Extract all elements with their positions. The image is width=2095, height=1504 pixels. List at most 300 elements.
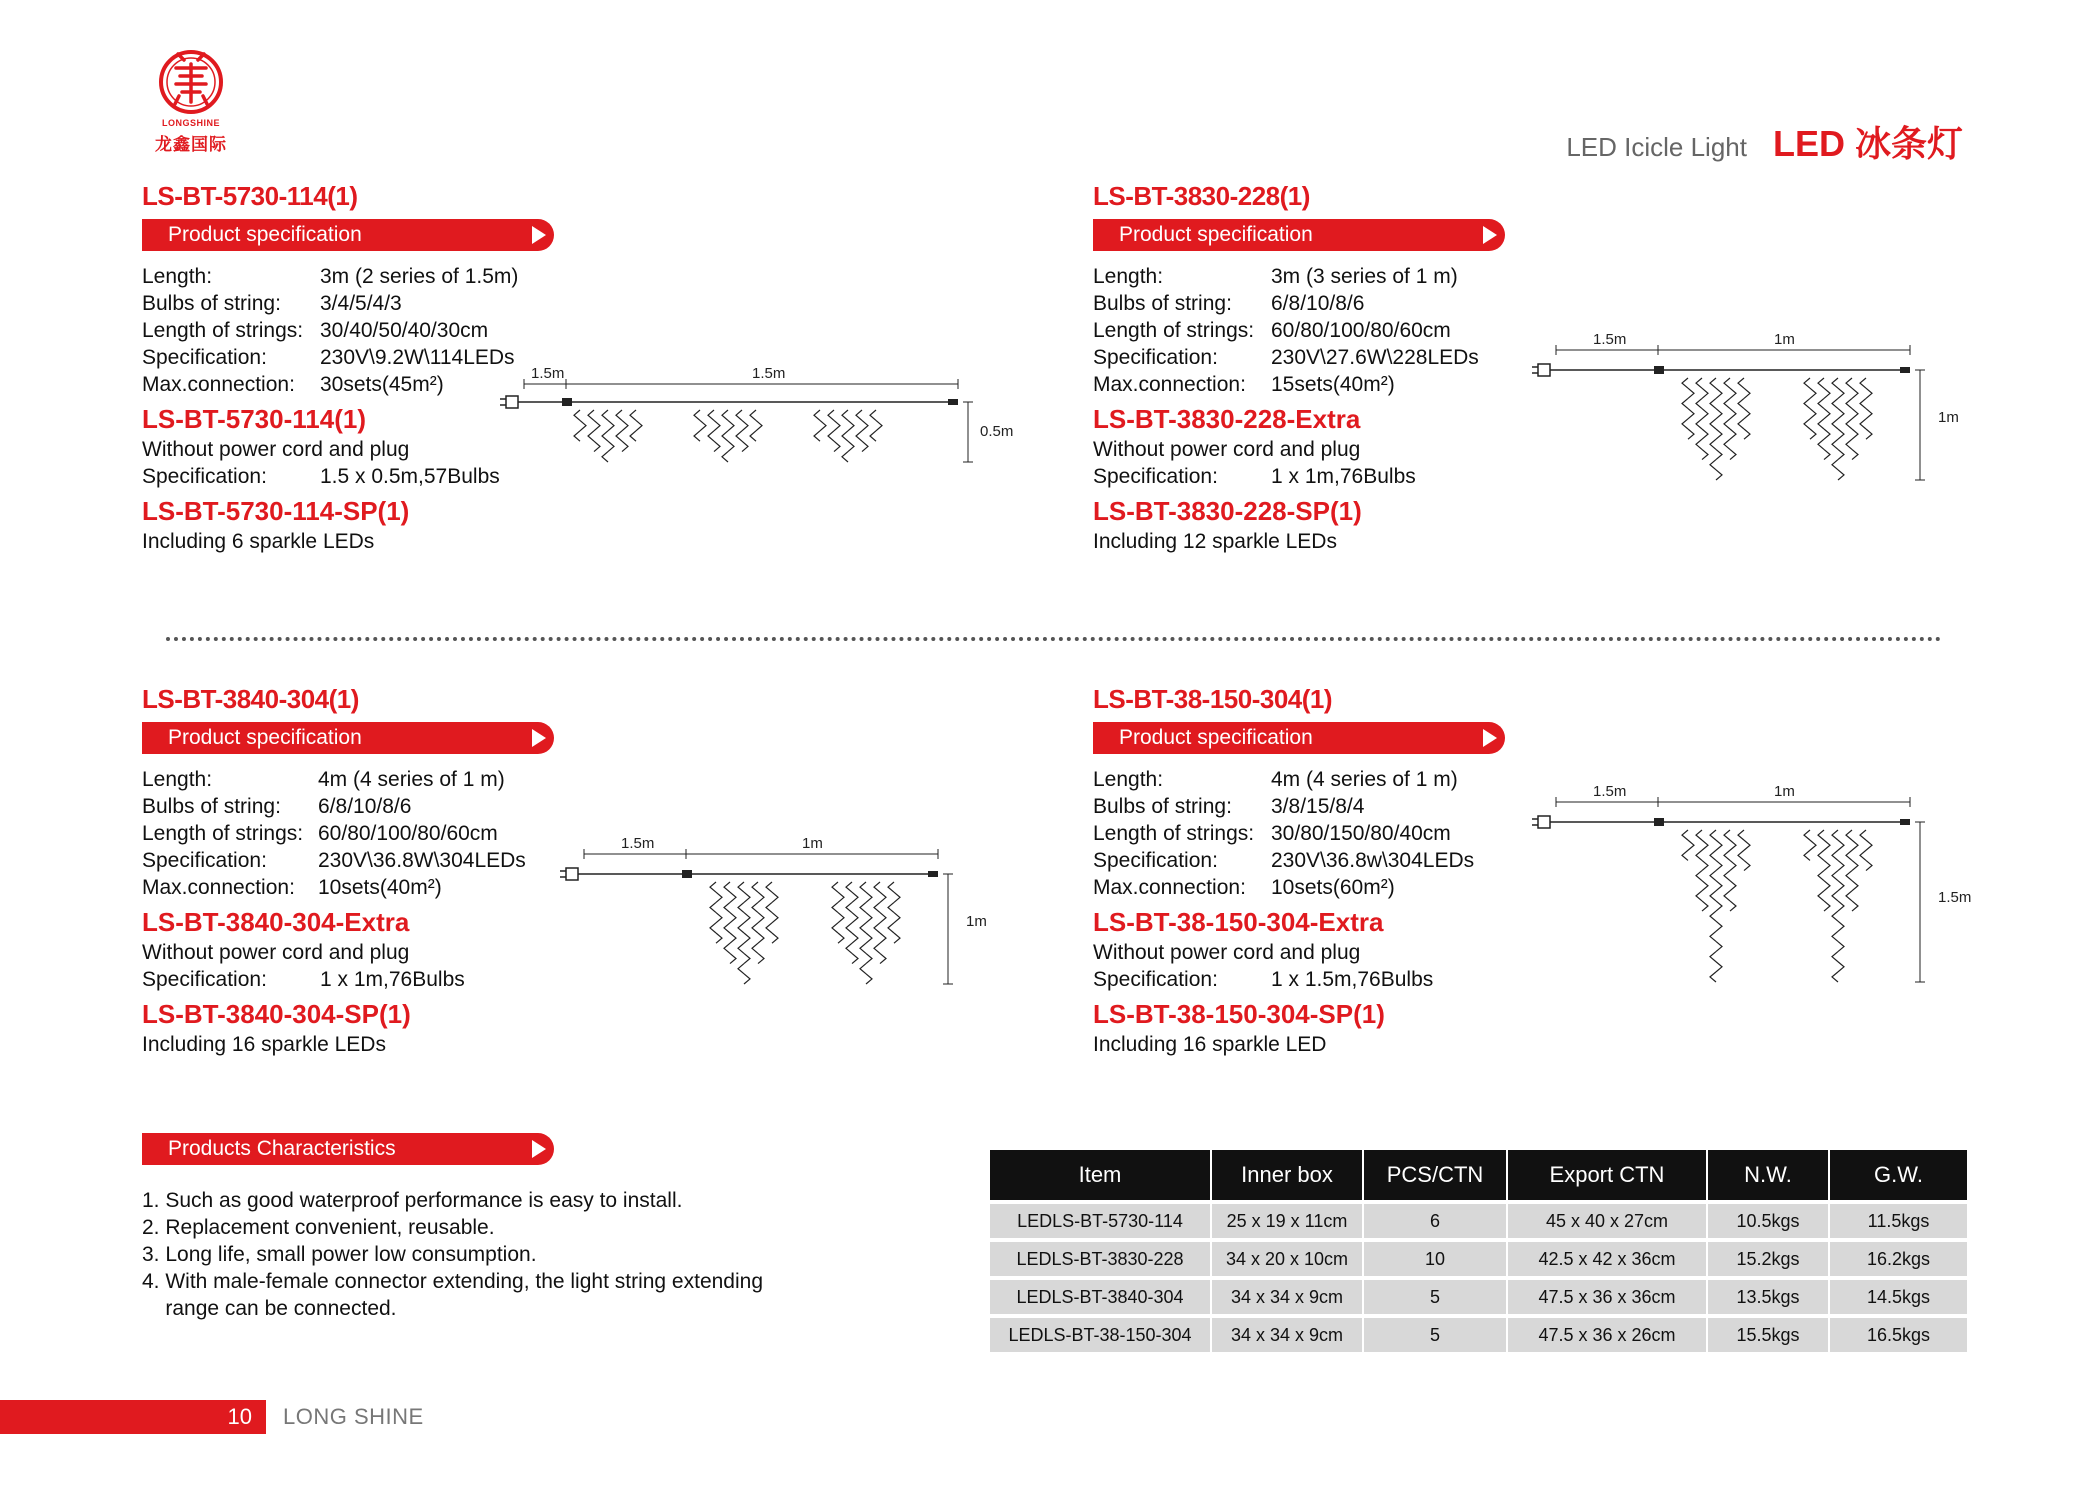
triangle-right-icon (1483, 729, 1497, 747)
extra-model-title: LS-BT-5730-114(1) (142, 404, 366, 434)
bulb-mark (852, 933, 858, 943)
bulb-mark (1702, 840, 1708, 850)
bulb-mark (1866, 860, 1872, 870)
bulb-mark (1852, 860, 1858, 870)
bulb-mark (820, 420, 826, 430)
bulb-mark (874, 902, 880, 912)
bulb-mark (1724, 398, 1730, 408)
table-cell: LEDLS-BT-3830-228 (990, 1242, 1210, 1276)
table-header: N.W. (1706, 1150, 1828, 1200)
bulb-mark (1866, 429, 1872, 439)
spec-value: 6/8/10/8/6 (1271, 292, 1365, 315)
bulb-mark (1838, 962, 1844, 972)
icicle-diagram-4 (1528, 778, 1972, 1000)
triangle-right-icon (532, 729, 546, 747)
plug-icon (1538, 364, 1550, 376)
table-row (990, 1242, 1967, 1276)
bulb-mark (758, 892, 764, 902)
spec-key: Max.connection: (1093, 373, 1246, 396)
bulb-mark (1824, 860, 1830, 870)
table-cell: 47.5 x 36 x 36cm (1506, 1280, 1706, 1314)
bulb-mark (1852, 409, 1858, 419)
spec-value: 60/80/100/80/60cm (1271, 319, 1451, 342)
spec-key: Specification: (1093, 968, 1218, 991)
bulb-mark (1710, 378, 1716, 388)
table-cell: 6 (1362, 1204, 1506, 1238)
bulb-mark (862, 441, 868, 451)
bulb-mark (1702, 860, 1708, 870)
bulb-mark (758, 953, 764, 963)
spec-key: Bulbs of string: (1093, 795, 1232, 818)
bulb-mark (870, 410, 876, 420)
bulb-mark (1846, 398, 1852, 408)
extra-model-title: LS-BT-38-150-304-Extra (1093, 907, 1384, 937)
bulb-mark (1710, 460, 1716, 470)
bulb-mark (1810, 409, 1816, 419)
bulb-mark (846, 943, 852, 953)
bulb-mark (1724, 871, 1730, 881)
bulb-mark (714, 420, 720, 430)
bulb-mark (1838, 901, 1844, 911)
bulb-mark (1716, 901, 1722, 911)
spec-row (142, 263, 1082, 290)
bulb-mark (1824, 449, 1830, 459)
bulb-mark (860, 923, 866, 933)
bulb-mark (1832, 972, 1838, 982)
height-label: 1m (1938, 409, 1959, 426)
spec-key: Specification: (142, 968, 267, 991)
bulb-mark (880, 953, 886, 963)
bulb-mark (1696, 871, 1702, 881)
bulb-mark (1710, 972, 1716, 982)
extra-model-title: LS-BT-3840-304-Extra (142, 907, 410, 937)
bulb-mark (738, 943, 744, 953)
bulb-mark (1682, 398, 1688, 408)
bulb-mark (1696, 419, 1702, 429)
bulb-mark (724, 902, 730, 912)
bulb-mark (1852, 388, 1858, 398)
bulb-mark (1838, 449, 1844, 459)
bulb-mark (710, 902, 716, 912)
bulb-mark (874, 943, 880, 953)
bulb-mark (1818, 891, 1824, 901)
bulb-mark (1744, 429, 1750, 439)
bulb-mark (1738, 419, 1744, 429)
bulb-mark (1724, 419, 1730, 429)
bulb-mark (1696, 830, 1702, 840)
spec-key: Length: (1093, 768, 1164, 791)
spec-key: Length: (142, 265, 213, 288)
bulb-mark (888, 902, 894, 912)
sparkle-model-title: LS-BT-3830-228-SP(1) (1093, 496, 1362, 526)
bulb-mark (1710, 439, 1716, 449)
bulb-mark (772, 913, 778, 923)
bulb-mark (694, 410, 700, 420)
bulb-mark (1810, 388, 1816, 398)
bulb-mark (1716, 860, 1722, 870)
bulb-mark (730, 892, 736, 902)
bulb-mark (1818, 398, 1824, 408)
bulb-mark (574, 410, 580, 420)
lead-length-label: 1.5m (1593, 331, 1627, 348)
bulb-mark (1716, 429, 1722, 439)
bulb-mark (866, 933, 872, 943)
bulb-mark (848, 441, 854, 451)
table-cell: 15.5kgs (1706, 1318, 1828, 1352)
bulb-mark (1860, 378, 1866, 388)
bulb-mark (742, 441, 748, 451)
bulb-mark (860, 902, 866, 912)
bulb-mark (608, 441, 614, 451)
bulb-mark (880, 913, 886, 923)
bulb-mark (860, 882, 866, 892)
triangle-right-icon (532, 1140, 546, 1158)
bulb-mark (1852, 840, 1858, 850)
bulb-mark (1738, 398, 1744, 408)
bulb-mark (1716, 941, 1722, 951)
table-header-row (990, 1150, 1967, 1200)
bulb-mark (846, 923, 852, 933)
bulb-mark (866, 892, 872, 902)
bulb-mark (1744, 860, 1750, 870)
page-title (1566, 116, 1963, 167)
bulb-mark (752, 882, 758, 892)
bulb-mark (1682, 378, 1688, 388)
logo-english-text: LONGSHINE (161, 118, 220, 128)
bulb-mark (1818, 378, 1824, 388)
spec-value: 30/40/50/40/30cm (320, 319, 489, 342)
title-chinese: LED 冰条灯 (1772, 123, 1963, 164)
bulb-mark (1838, 941, 1844, 951)
bulb-mark (1696, 398, 1702, 408)
bulb-mark (1688, 409, 1694, 419)
bulb-mark (874, 882, 880, 892)
sparkle-model-title: LS-BT-3840-304-SP(1) (142, 999, 411, 1029)
table-header: Item (990, 1150, 1210, 1200)
table-cell: 34 x 34 x 9cm (1210, 1318, 1362, 1352)
packing-table (990, 1146, 1967, 1356)
bulb-mark (1818, 419, 1824, 429)
bulb-mark (856, 431, 862, 441)
bulb-mark (1702, 881, 1708, 891)
spec-row (142, 766, 1082, 793)
bulb-mark (722, 431, 728, 441)
title-english: LED Icicle Light (1566, 132, 1747, 162)
bulb-mark (630, 431, 636, 441)
spec-bar (1093, 219, 1505, 251)
bulb-mark (1710, 850, 1716, 860)
bulb-mark (1716, 388, 1722, 398)
bulb-mark (1688, 840, 1694, 850)
bulb-mark (710, 923, 716, 933)
bulb-mark (1730, 409, 1736, 419)
dragon-emblem-icon (146, 46, 236, 118)
footer-brand: LONG SHINE (283, 1404, 424, 1429)
bulb-mark (1696, 891, 1702, 901)
sparkle-description: Including 16 sparkle LEDs (142, 1033, 386, 1056)
extra-model-title: LS-BT-3830-228-Extra (1093, 404, 1361, 434)
spec-key: Length of strings: (142, 822, 304, 845)
characteristic-item: 3. Long life, small power low consumption. (142, 1243, 537, 1266)
bulb-mark (870, 431, 876, 441)
bulb-mark (708, 431, 714, 441)
bulb-mark (744, 933, 750, 943)
bulb-mark (716, 933, 722, 943)
bulb-mark (1838, 429, 1844, 439)
icicle-diagram-3 (556, 830, 987, 1000)
bulb-mark (846, 882, 852, 892)
bulb-mark (1838, 388, 1844, 398)
section-divider (166, 637, 1942, 641)
bulb-mark (1682, 419, 1688, 429)
bulb-mark (742, 420, 748, 430)
bulb-mark (636, 420, 642, 430)
bulb-mark (622, 441, 628, 451)
bulb-mark (838, 913, 844, 923)
spec-key: Length: (142, 768, 213, 791)
bulb-mark (888, 882, 894, 892)
bulb-mark (838, 892, 844, 902)
bulb-mark (724, 923, 730, 933)
bulb-mark (1832, 871, 1838, 881)
bulb-mark (1716, 449, 1722, 459)
model-title: LS-BT-3840-304(1) (142, 684, 359, 714)
bulb-mark (860, 964, 866, 974)
spec-row (142, 317, 1082, 344)
bulb-mark (1730, 901, 1736, 911)
spec-value: 230V\27.6W\228LEDs (1271, 346, 1479, 369)
spec-value: 6/8/10/8/6 (318, 795, 412, 818)
lead-length-label: 1.5m (1593, 783, 1627, 800)
table-cell: 15.2kgs (1706, 1242, 1828, 1276)
bulb-mark (880, 933, 886, 943)
spec-bar (142, 722, 554, 754)
table-cell: LEDLS-BT-3840-304 (990, 1280, 1210, 1314)
bulb-mark (852, 953, 858, 963)
table-cell: 45 x 40 x 27cm (1506, 1204, 1706, 1238)
bulb-mark (1818, 830, 1824, 840)
bulb-mark (1716, 921, 1722, 931)
bulb-mark (1832, 850, 1838, 860)
bulb-mark (1818, 439, 1824, 449)
bulb-mark (1710, 830, 1716, 840)
bulb-mark (1804, 850, 1810, 860)
table-cell: 13.5kgs (1706, 1280, 1828, 1314)
bulb-mark (730, 933, 736, 943)
table-cell: 5 (1362, 1280, 1506, 1314)
spec-value: 30sets(45m²) (320, 373, 444, 396)
bulb-mark (1710, 891, 1716, 901)
spec-value: 1 x 1m,76Bulbs (1271, 465, 1416, 488)
spec-value: 4m (4 series of 1 m) (1271, 768, 1458, 791)
table-row (990, 1280, 1967, 1314)
bulb-mark (722, 410, 728, 420)
spec-value: 3/8/15/8/4 (1271, 795, 1365, 818)
bulb-mark (1744, 840, 1750, 850)
plug-icon (566, 868, 578, 880)
spec-row (1093, 263, 2033, 290)
model-title: LS-BT-5730-114(1) (142, 181, 358, 211)
bulb-mark (1832, 931, 1838, 941)
triangle-right-icon (532, 226, 546, 244)
table-header: Export CTN (1506, 1150, 1706, 1200)
bulb-mark (852, 892, 858, 902)
bulb-mark (616, 431, 622, 441)
bulb-mark (1832, 378, 1838, 388)
bulb-mark (574, 431, 580, 441)
bulb-mark (1730, 881, 1736, 891)
bulb-mark (700, 420, 706, 430)
bulb-mark (750, 431, 756, 441)
connector-icon (562, 398, 572, 406)
bulb-mark (1804, 830, 1810, 840)
bulb-mark (1810, 429, 1816, 439)
bulb-mark (708, 410, 714, 420)
table-cell: 16.5kgs (1828, 1318, 1967, 1352)
model-title: LS-BT-38-150-304(1) (1093, 684, 1333, 714)
spec-key: Bulbs of string: (142, 795, 281, 818)
bulb-mark (766, 923, 772, 933)
bulb-mark (766, 902, 772, 912)
extra-description: Without power cord and plug (142, 941, 410, 964)
bulb-mark (580, 420, 586, 430)
bulb-mark (852, 913, 858, 923)
spec-bar (1093, 722, 1505, 754)
connector-icon (682, 870, 692, 878)
bulb-mark (738, 923, 744, 933)
spec-key: Length of strings: (1093, 319, 1255, 342)
bulb-mark (716, 892, 722, 902)
table-cell: 16.2kgs (1828, 1242, 1967, 1276)
bulb-mark (1832, 460, 1838, 470)
sparkle-description: Including 12 sparkle LEDs (1093, 530, 1337, 553)
bulb-mark (1738, 830, 1744, 840)
spec-bar-label: Product specification (168, 223, 362, 246)
bulb-mark (1866, 388, 1872, 398)
bulb-mark (1846, 830, 1852, 840)
bulb-mark (1832, 952, 1838, 962)
bulb-mark (842, 410, 848, 420)
bulb-mark (750, 410, 756, 420)
bulb-mark (1852, 429, 1858, 439)
bulb-mark (1724, 830, 1730, 840)
bulb-mark (1724, 891, 1730, 901)
bulb-mark (1710, 952, 1716, 962)
bulb-mark (856, 410, 862, 420)
bulb-mark (716, 913, 722, 923)
spec-bar-label: Product specification (168, 726, 362, 749)
triangle-right-icon (1483, 226, 1497, 244)
bulb-mark (814, 431, 820, 441)
spec-value: 15sets(40m²) (1271, 373, 1395, 396)
connector-icon (1654, 366, 1664, 374)
bulb-mark (736, 431, 742, 441)
logo-chinese-text: 龙鑫国际 (155, 135, 227, 154)
bulb-mark (738, 964, 744, 974)
bulb-mark (1702, 409, 1708, 419)
bulb-mark (1866, 409, 1872, 419)
end-cap-icon (948, 399, 958, 405)
spec-value: 3m (3 series of 1 m) (1271, 265, 1458, 288)
bulb-mark (1838, 840, 1844, 850)
bulb-mark (1866, 840, 1872, 850)
bulb-mark (1852, 881, 1858, 891)
bulb-mark (1832, 398, 1838, 408)
bulb-mark (860, 943, 866, 953)
bulb-mark (1730, 388, 1736, 398)
end-cap-icon (928, 871, 938, 877)
bulb-mark (1702, 388, 1708, 398)
spec-key: Bulbs of string: (1093, 292, 1232, 315)
spec-row (142, 290, 1082, 317)
bulb-mark (1846, 891, 1852, 901)
characteristic-item: 2. Replacement convenient, reusable. (142, 1216, 495, 1239)
bulb-mark (1824, 881, 1830, 891)
bulb-mark (616, 410, 622, 420)
height-label: 1m (966, 913, 987, 930)
spec-value: 1 x 1m,76Bulbs (320, 968, 465, 991)
bulb-mark (876, 420, 882, 430)
bulb-mark (834, 420, 840, 430)
spec-value: 10sets(40m²) (318, 876, 442, 899)
bulb-mark (814, 410, 820, 420)
table-cell: 10.5kgs (1706, 1204, 1828, 1238)
width-length-label: 1m (802, 835, 823, 852)
sparkle-description: Including 16 sparkle LED (1093, 1033, 1327, 1056)
bulb-mark (744, 913, 750, 923)
bulb-mark (866, 953, 872, 963)
bulb-mark (602, 431, 608, 441)
spec-key: Max.connection: (142, 876, 295, 899)
bulb-mark (1702, 901, 1708, 911)
table-cell: 34 x 20 x 10cm (1210, 1242, 1362, 1276)
bulb-mark (724, 882, 730, 892)
characteristic-item: 4. With male-female connector extending, the light string extending (142, 1270, 764, 1293)
bulb-mark (738, 882, 744, 892)
bulb-mark (1846, 871, 1852, 881)
characteristic-item: range can be connected. (142, 1297, 397, 1320)
bulb-mark (1838, 860, 1844, 870)
bulb-mark (1860, 419, 1866, 429)
end-cap-icon (1900, 367, 1910, 373)
bulb-mark (1710, 419, 1716, 429)
bulb-mark (832, 923, 838, 933)
bulb-mark (1832, 830, 1838, 840)
bulb-mark (772, 933, 778, 943)
sparkle-description: Including 6 sparkle LEDs (142, 530, 375, 553)
bulb-mark (1846, 419, 1852, 429)
bulb-mark (848, 420, 854, 430)
end-cap-icon (1900, 819, 1910, 825)
bulb-mark (1716, 409, 1722, 419)
bulb-mark (602, 452, 608, 462)
bulb-mark (1688, 388, 1694, 398)
bulb-mark (1824, 901, 1830, 911)
bulb-mark (766, 882, 772, 892)
bulb-mark (1744, 388, 1750, 398)
bulb-mark (866, 913, 872, 923)
bulb-mark (1832, 419, 1838, 429)
extra-description: Without power cord and plug (1093, 941, 1361, 964)
spec-value: 30/80/150/80/40cm (1271, 822, 1451, 845)
bulb-mark (728, 420, 734, 430)
bulb-mark (1682, 830, 1688, 840)
spec-value: 3/4/5/4/3 (320, 292, 402, 315)
bulb-mark (1696, 439, 1702, 449)
bulb-mark (594, 420, 600, 430)
width-length-label: 1m (1774, 331, 1795, 348)
icicle-diagram-1 (496, 366, 1026, 476)
